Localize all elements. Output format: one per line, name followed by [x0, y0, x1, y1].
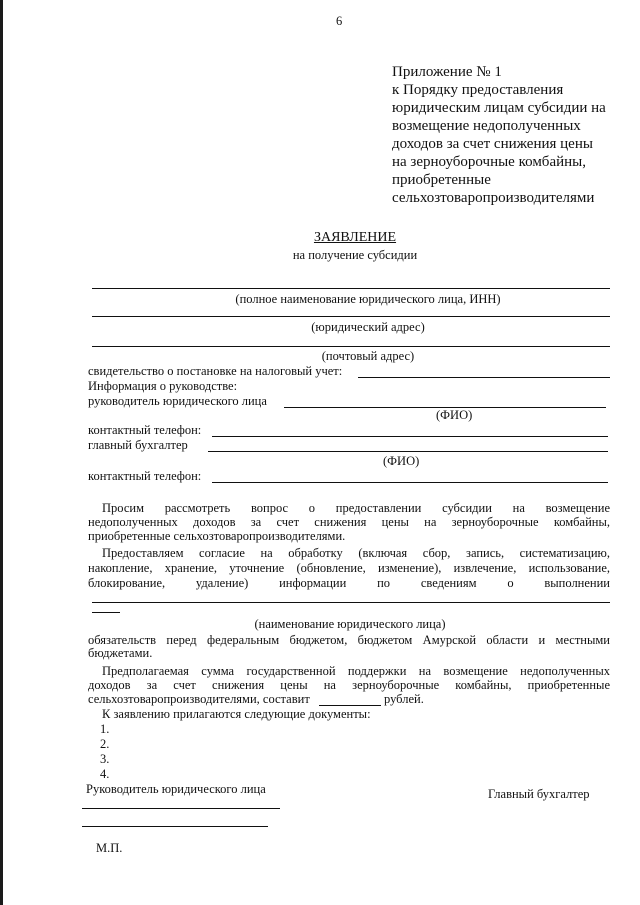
- phone-label: контактный телефон:: [88, 469, 202, 483]
- amount-line: доходов за счет снижения цены на зерноуборочные комбайны, приобретенные: [88, 678, 610, 692]
- phone-label: контактный телефон:: [88, 423, 202, 437]
- document-title: ЗАЯВЛЕНИЕ: [313, 230, 397, 245]
- appendix-line: приобретенные: [392, 172, 491, 188]
- request-paragraph-line: приобретенные сельхозтоваропроизводителями.: [88, 529, 346, 543]
- org-name-caption: (наименование юридического лица): [254, 617, 446, 631]
- accountant-signature-label: Главный бухгалтер: [488, 787, 590, 801]
- appendix-line: возмещение недополученных: [392, 118, 581, 134]
- document-subtitle: на получение субсидии: [292, 248, 418, 262]
- accountant-line: [208, 451, 608, 452]
- legal-address-caption: (юридический адрес): [311, 320, 425, 334]
- fio-caption: (ФИО): [383, 454, 420, 468]
- attachment-item: 3.: [100, 752, 110, 766]
- signature-line: [82, 826, 268, 827]
- consent-paragraph-line: накопление, хранение, уточнение (обновление, изменение), извлечение, использование,: [88, 561, 610, 575]
- legal-name-line: [92, 288, 610, 289]
- request-paragraph-line: Просим рассмотреть вопрос о предоставлении субсидии на возмещение: [102, 501, 610, 515]
- tax-cert-label: свидетельство о постановке на налоговый учет:: [88, 364, 343, 378]
- appendix-line: на зерноуборочные комбайны,: [392, 154, 586, 170]
- attachments-intro: К заявлению прилагаются следующие документы:: [102, 707, 371, 721]
- request-paragraph-line: недополученных доходов за счет снижения цены на зерноуборочные комбайны,: [88, 515, 610, 529]
- consent-paragraph-line: блокирование, удаление) информации по сведениям о выполнении: [88, 576, 610, 590]
- attachment-item: 2.: [100, 737, 110, 751]
- postal-address-caption: (почтовый адрес): [321, 349, 415, 363]
- obligations-line: обязательств перед федеральным бюджетом, бюджетом Амурской области и местными: [88, 633, 610, 647]
- fio-caption: (ФИО): [436, 408, 473, 422]
- signature-line: [82, 808, 280, 809]
- tax-cert-line: [358, 377, 610, 378]
- appendix-line: юридическим лицам субсидии на: [392, 100, 606, 116]
- appendix-line: к Порядку предоставления: [392, 82, 564, 98]
- page-number: 6: [336, 14, 343, 28]
- scan-left-border: [0, 0, 3, 905]
- phone-line: [212, 482, 608, 483]
- head-info-label: Информация о руководстве:: [88, 379, 238, 393]
- appendix-line: Приложение № 1: [392, 64, 502, 80]
- obligations-line: бюджетами.: [88, 646, 153, 660]
- attachment-item: 1.: [100, 722, 110, 736]
- phone-line: [212, 436, 608, 437]
- amount-currency: рублей.: [384, 692, 424, 706]
- amount-line: Предполагаемая сумма государственной поддержки на возмещение недополученных: [102, 664, 610, 678]
- consent-paragraph-line: Предоставляем согласие на обработку (включая сбор, запись, систематизацию,: [102, 546, 610, 560]
- legal-name-caption: (полное наименование юридического лица, ИНН): [235, 292, 501, 306]
- legal-address-line: [92, 316, 610, 317]
- amount-line: сельхозтоваропроизводителями, составит: [88, 692, 310, 706]
- stamp-placeholder: М.П.: [96, 841, 123, 855]
- org-name-line: [92, 602, 610, 603]
- head-label: руководитель юридического лица: [88, 394, 267, 408]
- amount-blank: [319, 705, 381, 706]
- postal-address-line: [92, 346, 610, 347]
- appendix-line: сельхозтоваропроизводителями: [392, 190, 595, 206]
- appendix-line: доходов за счет снижения цены: [392, 136, 593, 152]
- org-name-line-cont: [92, 612, 120, 613]
- attachment-item: 4.: [100, 767, 110, 781]
- head-signature-label: Руководитель юридического лица: [86, 782, 266, 796]
- accountant-label: главный бухгалтер: [88, 438, 188, 452]
